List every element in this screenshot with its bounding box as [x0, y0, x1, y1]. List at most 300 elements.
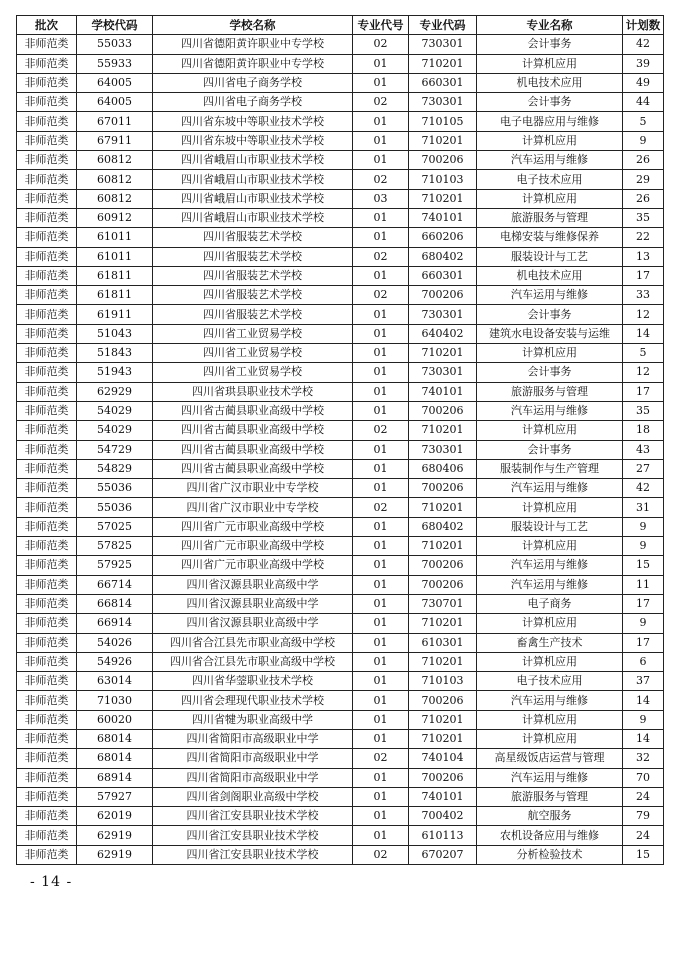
- table-row: [17, 807, 664, 826]
- major-id-cell: 02: [353, 498, 409, 517]
- school-name-cell: 四川省峨眉山市职业技术学校: [153, 189, 353, 208]
- major-code-cell: 680406: [409, 459, 477, 478]
- major-id-cell: 01: [353, 594, 409, 613]
- school-name-cell: 四川省合江县先市职业高级中学校: [153, 633, 353, 652]
- major-name-cell: 计算机应用: [477, 131, 623, 150]
- major-id-cell: 01: [353, 672, 409, 691]
- enrollment-plan-table: [16, 15, 664, 865]
- school-name-cell: 四川省德阳黄许职业中专学校: [153, 54, 353, 73]
- batch-cell: 非师范类: [17, 421, 77, 440]
- major-code-cell: 710201: [409, 729, 477, 748]
- school-name-cell: 四川省广元市职业高级中学校: [153, 517, 353, 536]
- school-name-cell: 四川省广元市职业高级中学校: [153, 556, 353, 575]
- table-row: [17, 305, 664, 324]
- major-id-cell: 02: [353, 421, 409, 440]
- major-name-cell: 计算机应用: [477, 421, 623, 440]
- major-code-cell: 700206: [409, 479, 477, 498]
- major-code-cell: 680402: [409, 517, 477, 536]
- table-row: [17, 575, 664, 594]
- major-code-cell: 710103: [409, 672, 477, 691]
- batch-cell: 非师范类: [17, 305, 77, 324]
- major-id-cell: 01: [353, 305, 409, 324]
- major-id-cell: 02: [353, 749, 409, 768]
- batch-cell: 非师范类: [17, 556, 77, 575]
- table-row: [17, 517, 664, 536]
- school-code-cell: 63014: [77, 672, 153, 691]
- major-code-cell: 700402: [409, 807, 477, 826]
- plan-count-cell: 11: [623, 575, 664, 594]
- major-id-cell: 01: [353, 344, 409, 363]
- school-name-cell: 四川省古蔺县职业高级中学校: [153, 440, 353, 459]
- school-code-cell: 62919: [77, 826, 153, 845]
- plan-count-cell: 17: [623, 266, 664, 285]
- batch-cell: 非师范类: [17, 787, 77, 806]
- batch-cell: 非师范类: [17, 324, 77, 343]
- column-header: 学校代码: [77, 16, 153, 35]
- table-row: [17, 131, 664, 150]
- table-row: [17, 787, 664, 806]
- plan-count-cell: 13: [623, 247, 664, 266]
- school-name-cell: 四川省服装艺术学校: [153, 286, 353, 305]
- table-row: [17, 421, 664, 440]
- batch-cell: 非师范类: [17, 286, 77, 305]
- batch-cell: 非师范类: [17, 363, 77, 382]
- column-header: 专业名称: [477, 16, 623, 35]
- table-row: [17, 537, 664, 556]
- school-code-cell: 60020: [77, 710, 153, 729]
- batch-cell: 非师范类: [17, 826, 77, 845]
- school-name-cell: 四川省服装艺术学校: [153, 228, 353, 247]
- major-name-cell: 计算机应用: [477, 652, 623, 671]
- table-row: [17, 286, 664, 305]
- school-code-cell: 60812: [77, 170, 153, 189]
- batch-cell: 非师范类: [17, 710, 77, 729]
- batch-cell: 非师范类: [17, 479, 77, 498]
- major-code-cell: 700206: [409, 556, 477, 575]
- school-code-cell: 62919: [77, 845, 153, 864]
- school-code-cell: 57025: [77, 517, 153, 536]
- school-code-cell: 60812: [77, 151, 153, 170]
- school-name-cell: 四川省峨眉山市职业技术学校: [153, 170, 353, 189]
- batch-cell: 非师范类: [17, 440, 77, 459]
- plan-count-cell: 42: [623, 35, 664, 54]
- major-name-cell: 计算机应用: [477, 54, 623, 73]
- school-code-cell: 55933: [77, 54, 153, 73]
- major-name-cell: 电子电器应用与维修: [477, 112, 623, 131]
- major-name-cell: 汽车运用与维修: [477, 556, 623, 575]
- major-id-cell: 02: [353, 35, 409, 54]
- major-id-cell: 02: [353, 845, 409, 864]
- major-code-cell: 710201: [409, 421, 477, 440]
- major-id-cell: 02: [353, 247, 409, 266]
- major-code-cell: 710105: [409, 112, 477, 131]
- plan-count-cell: 37: [623, 672, 664, 691]
- batch-cell: 非师范类: [17, 652, 77, 671]
- major-name-cell: 会计事务: [477, 93, 623, 112]
- major-id-cell: 01: [353, 324, 409, 343]
- major-id-cell: 01: [353, 54, 409, 73]
- major-name-cell: 会计事务: [477, 363, 623, 382]
- batch-cell: 非师范类: [17, 93, 77, 112]
- batch-cell: 非师范类: [17, 170, 77, 189]
- major-code-cell: 730701: [409, 594, 477, 613]
- batch-cell: 非师范类: [17, 151, 77, 170]
- major-name-cell: 服装制作与生产管理: [477, 459, 623, 478]
- column-header: 批次: [17, 16, 77, 35]
- batch-cell: 非师范类: [17, 266, 77, 285]
- plan-count-cell: 17: [623, 633, 664, 652]
- school-code-cell: 54829: [77, 459, 153, 478]
- batch-cell: 非师范类: [17, 749, 77, 768]
- plan-count-cell: 14: [623, 729, 664, 748]
- batch-cell: 非师范类: [17, 344, 77, 363]
- table-row: [17, 344, 664, 363]
- major-id-cell: 01: [353, 826, 409, 845]
- table-row: [17, 401, 664, 420]
- table-row: [17, 363, 664, 382]
- plan-count-cell: 15: [623, 845, 664, 864]
- page-number: - 14 -: [30, 874, 73, 890]
- plan-count-cell: 79: [623, 807, 664, 826]
- major-name-cell: 旅游服务与管理: [477, 787, 623, 806]
- major-name-cell: 计算机应用: [477, 189, 623, 208]
- major-name-cell: 航空服务: [477, 807, 623, 826]
- major-id-cell: 01: [353, 131, 409, 150]
- school-name-cell: 四川省犍为职业高级中学: [153, 710, 353, 729]
- batch-cell: 非师范类: [17, 498, 77, 517]
- table-row: [17, 440, 664, 459]
- batch-cell: 非师范类: [17, 189, 77, 208]
- school-code-cell: 61811: [77, 286, 153, 305]
- table-row: [17, 266, 664, 285]
- batch-cell: 非师范类: [17, 112, 77, 131]
- table-row: [17, 93, 664, 112]
- major-code-cell: 740104: [409, 749, 477, 768]
- batch-cell: 非师范类: [17, 672, 77, 691]
- school-code-cell: 61911: [77, 305, 153, 324]
- major-id-cell: 01: [353, 537, 409, 556]
- school-name-cell: 四川省峨眉山市职业技术学校: [153, 151, 353, 170]
- plan-count-cell: 9: [623, 537, 664, 556]
- major-name-cell: 汽车运用与维修: [477, 479, 623, 498]
- major-code-cell: 700206: [409, 401, 477, 420]
- plan-count-cell: 15: [623, 556, 664, 575]
- major-code-cell: 610301: [409, 633, 477, 652]
- table-row: [17, 845, 664, 864]
- major-code-cell: 640402: [409, 324, 477, 343]
- major-id-cell: 01: [353, 112, 409, 131]
- column-header: 计划数: [623, 16, 664, 35]
- table-header-row: [17, 16, 664, 35]
- school-name-cell: 四川省东坡中等职业技术学校: [153, 131, 353, 150]
- major-id-cell: 01: [353, 459, 409, 478]
- major-id-cell: 01: [353, 729, 409, 748]
- major-name-cell: 计算机应用: [477, 710, 623, 729]
- major-name-cell: 畜禽生产技术: [477, 633, 623, 652]
- batch-cell: 非师范类: [17, 517, 77, 536]
- major-code-cell: 740101: [409, 208, 477, 227]
- school-code-cell: 66814: [77, 594, 153, 613]
- plan-count-cell: 17: [623, 594, 664, 613]
- batch-cell: 非师范类: [17, 382, 77, 401]
- major-code-cell: 660206: [409, 228, 477, 247]
- plan-count-cell: 24: [623, 787, 664, 806]
- school-code-cell: 67011: [77, 112, 153, 131]
- major-code-cell: 680402: [409, 247, 477, 266]
- major-name-cell: 计算机应用: [477, 344, 623, 363]
- plan-count-cell: 5: [623, 112, 664, 131]
- school-name-cell: 四川省汉源县职业高级中学: [153, 594, 353, 613]
- table-row: [17, 710, 664, 729]
- major-id-cell: 01: [353, 575, 409, 594]
- major-name-cell: 会计事务: [477, 35, 623, 54]
- major-id-cell: 01: [353, 73, 409, 92]
- column-header: 专业代号: [353, 16, 409, 35]
- school-code-cell: 60912: [77, 208, 153, 227]
- major-id-cell: 02: [353, 93, 409, 112]
- school-name-cell: 四川省峨眉山市职业技术学校: [153, 208, 353, 227]
- plan-count-cell: 31: [623, 498, 664, 517]
- major-id-cell: 01: [353, 633, 409, 652]
- major-code-cell: 710201: [409, 344, 477, 363]
- major-name-cell: 机电技术应用: [477, 266, 623, 285]
- major-name-cell: 建筑水电设备安装与运维: [477, 324, 623, 343]
- table-row: [17, 749, 664, 768]
- major-name-cell: 服装设计与工艺: [477, 517, 623, 536]
- major-name-cell: 服装设计与工艺: [477, 247, 623, 266]
- major-name-cell: 电子商务: [477, 594, 623, 613]
- plan-count-cell: 24: [623, 826, 664, 845]
- major-id-cell: 01: [353, 363, 409, 382]
- batch-cell: 非师范类: [17, 208, 77, 227]
- major-code-cell: 710103: [409, 170, 477, 189]
- major-id-cell: 01: [353, 479, 409, 498]
- batch-cell: 非师范类: [17, 594, 77, 613]
- table-row: [17, 691, 664, 710]
- table-row: [17, 228, 664, 247]
- table-row: [17, 672, 664, 691]
- major-id-cell: 01: [353, 768, 409, 787]
- table-row: [17, 324, 664, 343]
- batch-cell: 非师范类: [17, 768, 77, 787]
- school-code-cell: 51943: [77, 363, 153, 382]
- major-code-cell: 730301: [409, 305, 477, 324]
- plan-count-cell: 43: [623, 440, 664, 459]
- plan-count-cell: 9: [623, 517, 664, 536]
- school-name-cell: 四川省古蔺县职业高级中学校: [153, 401, 353, 420]
- major-id-cell: 02: [353, 286, 409, 305]
- plan-count-cell: 39: [623, 54, 664, 73]
- table-row: [17, 247, 664, 266]
- major-id-cell: 02: [353, 170, 409, 189]
- school-code-cell: 51043: [77, 324, 153, 343]
- school-name-cell: 四川省工业贸易学校: [153, 324, 353, 343]
- major-name-cell: 农机设备应用与维修: [477, 826, 623, 845]
- major-id-cell: 01: [353, 517, 409, 536]
- plan-count-cell: 42: [623, 479, 664, 498]
- major-code-cell: 710201: [409, 189, 477, 208]
- school-name-cell: 四川省江安县职业技术学校: [153, 826, 353, 845]
- major-id-cell: 01: [353, 556, 409, 575]
- major-name-cell: 电子技术应用: [477, 672, 623, 691]
- plan-count-cell: 6: [623, 652, 664, 671]
- major-id-cell: 01: [353, 652, 409, 671]
- plan-count-cell: 9: [623, 131, 664, 150]
- plan-count-cell: 33: [623, 286, 664, 305]
- school-code-cell: 68914: [77, 768, 153, 787]
- major-id-cell: 01: [353, 710, 409, 729]
- school-code-cell: 57927: [77, 787, 153, 806]
- batch-cell: 非师范类: [17, 845, 77, 864]
- major-id-cell: 01: [353, 151, 409, 170]
- plan-count-cell: 14: [623, 324, 664, 343]
- table-row: [17, 729, 664, 748]
- school-name-cell: 四川省华蓥职业技术学校: [153, 672, 353, 691]
- major-code-cell: 710201: [409, 614, 477, 633]
- major-code-cell: 670207: [409, 845, 477, 864]
- school-name-cell: 四川省电子商务学校: [153, 73, 353, 92]
- column-header: 专业代码: [409, 16, 477, 35]
- batch-cell: 非师范类: [17, 401, 77, 420]
- major-code-cell: 700206: [409, 691, 477, 710]
- school-code-cell: 55036: [77, 479, 153, 498]
- school-code-cell: 64005: [77, 93, 153, 112]
- table-row: [17, 633, 664, 652]
- table-body: [17, 35, 664, 865]
- major-name-cell: 旅游服务与管理: [477, 208, 623, 227]
- plan-count-cell: 18: [623, 421, 664, 440]
- school-code-cell: 54926: [77, 652, 153, 671]
- plan-count-cell: 32: [623, 749, 664, 768]
- table-row: [17, 556, 664, 575]
- table-row: [17, 73, 664, 92]
- school-code-cell: 62019: [77, 807, 153, 826]
- school-name-cell: 四川省江安县职业技术学校: [153, 845, 353, 864]
- school-code-cell: 67911: [77, 131, 153, 150]
- major-name-cell: 会计事务: [477, 440, 623, 459]
- plan-count-cell: 27: [623, 459, 664, 478]
- plan-count-cell: 49: [623, 73, 664, 92]
- school-code-cell: 68014: [77, 729, 153, 748]
- table-row: [17, 151, 664, 170]
- school-name-cell: 四川省德阳黄许职业中专学校: [153, 35, 353, 54]
- plan-count-cell: 5: [623, 344, 664, 363]
- batch-cell: 非师范类: [17, 729, 77, 748]
- batch-cell: 非师范类: [17, 247, 77, 266]
- major-code-cell: 710201: [409, 54, 477, 73]
- table-row: [17, 826, 664, 845]
- major-id-cell: 01: [353, 614, 409, 633]
- school-code-cell: 51843: [77, 344, 153, 363]
- batch-cell: 非师范类: [17, 807, 77, 826]
- table-row: [17, 208, 664, 227]
- school-code-cell: 54029: [77, 421, 153, 440]
- plan-count-cell: 12: [623, 305, 664, 324]
- school-name-cell: 四川省会理现代职业技术学校: [153, 691, 353, 710]
- plan-count-cell: 17: [623, 382, 664, 401]
- major-id-cell: 03: [353, 189, 409, 208]
- major-code-cell: 730301: [409, 35, 477, 54]
- batch-cell: 非师范类: [17, 73, 77, 92]
- major-code-cell: 660301: [409, 73, 477, 92]
- plan-count-cell: 44: [623, 93, 664, 112]
- school-name-cell: 四川省服装艺术学校: [153, 247, 353, 266]
- plan-count-cell: 35: [623, 208, 664, 227]
- plan-count-cell: 9: [623, 710, 664, 729]
- school-name-cell: 四川省工业贸易学校: [153, 363, 353, 382]
- school-code-cell: 55036: [77, 498, 153, 517]
- major-id-cell: 01: [353, 807, 409, 826]
- plan-count-cell: 12: [623, 363, 664, 382]
- school-code-cell: 54029: [77, 401, 153, 420]
- school-name-cell: 四川省工业贸易学校: [153, 344, 353, 363]
- major-name-cell: 电子技术应用: [477, 170, 623, 189]
- school-code-cell: 57825: [77, 537, 153, 556]
- major-name-cell: 汽车运用与维修: [477, 401, 623, 420]
- school-code-cell: 66714: [77, 575, 153, 594]
- school-name-cell: 四川省古蔺县职业高级中学校: [153, 459, 353, 478]
- table-row: [17, 382, 664, 401]
- major-id-cell: 01: [353, 382, 409, 401]
- major-name-cell: 高星级饭店运营与管理: [477, 749, 623, 768]
- plan-count-cell: 26: [623, 151, 664, 170]
- major-name-cell: 计算机应用: [477, 729, 623, 748]
- major-name-cell: 汽车运用与维修: [477, 768, 623, 787]
- school-code-cell: 57925: [77, 556, 153, 575]
- school-name-cell: 四川省简阳市高级职业中学: [153, 768, 353, 787]
- batch-cell: 非师范类: [17, 459, 77, 478]
- major-name-cell: 汽车运用与维修: [477, 691, 623, 710]
- school-code-cell: 61011: [77, 247, 153, 266]
- plan-count-cell: 26: [623, 189, 664, 208]
- school-code-cell: 55033: [77, 35, 153, 54]
- table-row: [17, 479, 664, 498]
- plan-count-cell: 9: [623, 614, 664, 633]
- batch-cell: 非师范类: [17, 633, 77, 652]
- table-row: [17, 54, 664, 73]
- major-code-cell: 710201: [409, 498, 477, 517]
- column-header: 学校名称: [153, 16, 353, 35]
- major-code-cell: 700206: [409, 575, 477, 594]
- school-code-cell: 54729: [77, 440, 153, 459]
- school-name-cell: 四川省简阳市高级职业中学: [153, 749, 353, 768]
- table-row: [17, 170, 664, 189]
- school-name-cell: 四川省汉源县职业高级中学: [153, 575, 353, 594]
- school-name-cell: 四川省汉源县职业高级中学: [153, 614, 353, 633]
- school-code-cell: 64005: [77, 73, 153, 92]
- school-code-cell: 61011: [77, 228, 153, 247]
- major-code-cell: 660301: [409, 266, 477, 285]
- table-row: [17, 652, 664, 671]
- major-code-cell: 710201: [409, 710, 477, 729]
- table-row: [17, 498, 664, 517]
- major-id-cell: 01: [353, 208, 409, 227]
- batch-cell: 非师范类: [17, 131, 77, 150]
- school-name-cell: 四川省古蔺县职业高级中学校: [153, 421, 353, 440]
- major-code-cell: 740101: [409, 787, 477, 806]
- major-name-cell: 机电技术应用: [477, 73, 623, 92]
- plan-count-cell: 14: [623, 691, 664, 710]
- major-name-cell: 汽车运用与维修: [477, 151, 623, 170]
- major-code-cell: 710201: [409, 537, 477, 556]
- major-code-cell: 700206: [409, 286, 477, 305]
- major-name-cell: 电梯安装与维修保养: [477, 228, 623, 247]
- batch-cell: 非师范类: [17, 228, 77, 247]
- plan-count-cell: 70: [623, 768, 664, 787]
- major-code-cell: 740101: [409, 382, 477, 401]
- school-name-cell: 四川省服装艺术学校: [153, 266, 353, 285]
- batch-cell: 非师范类: [17, 35, 77, 54]
